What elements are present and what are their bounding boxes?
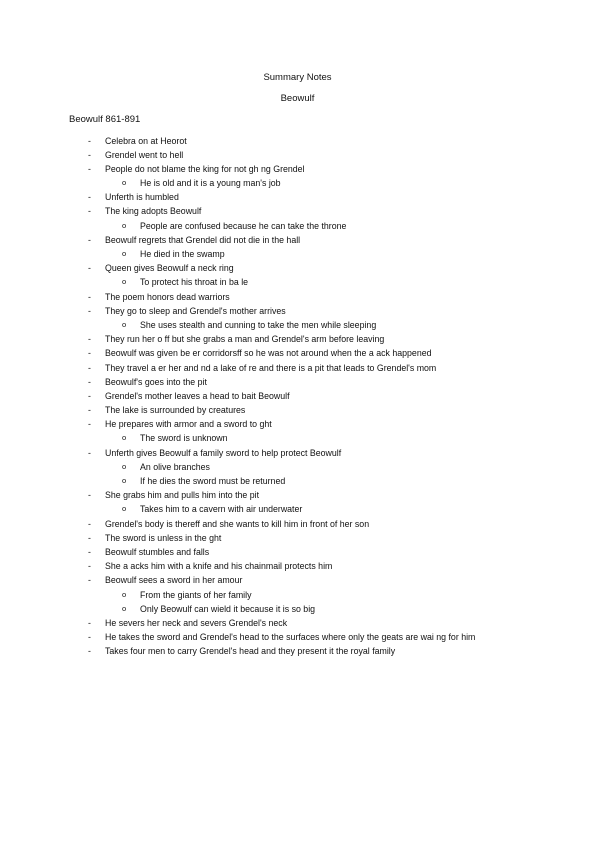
list-item — [0, 389, 595, 403]
list-item-text: People are confused because he can take the throne — [140, 220, 347, 231]
circle-bullet-icon: o — [122, 319, 127, 329]
list-item — [0, 403, 595, 417]
list-item-text: He is old and it is a young man's job — [140, 178, 281, 189]
list-item-text: Grendel's body is thereff and she wants to kill him in front of her son — [105, 518, 370, 529]
list-item-text: Beowulf's goes into the pit — [105, 376, 207, 387]
circle-bullet-icon: o — [122, 433, 127, 443]
circle-bullet-icon: o — [122, 178, 127, 188]
dash-bullet-icon: - — [88, 490, 91, 501]
dash-bullet-icon: - — [88, 532, 91, 543]
list-item-text: They travel a er her and nd a lake of re and there is a pit that leads to Grendel's mom — [105, 362, 437, 373]
sub-list-item — [0, 502, 595, 516]
circle-bullet-icon: o — [122, 249, 127, 258]
dash-bullet-icon: - — [88, 334, 91, 345]
dash-bullet-icon: - — [88, 447, 91, 458]
dash-bullet-icon: - — [88, 263, 91, 274]
list-item-text: They run her o ff but she grabs a man and Grendel's arm before leaving — [105, 334, 385, 345]
sub-list-item — [0, 247, 595, 261]
sub-list-item — [0, 176, 595, 190]
list-item — [0, 134, 595, 148]
dash-bullet-icon: - — [88, 149, 91, 160]
list-item — [0, 304, 595, 318]
list-item-text: She uses stealth and cunning to take the men while sleeping — [140, 319, 377, 330]
sub-list-item — [0, 588, 595, 602]
list-item — [0, 190, 595, 204]
list-item-text: Only Beowulf can wield it because it is so big — [140, 603, 316, 614]
list-item — [0, 148, 595, 162]
list-item — [0, 375, 595, 389]
list-item-text: They go to sleep and Grendel's mother arrives — [105, 305, 286, 316]
list-item — [0, 644, 595, 658]
list-item-text: Unferth gives Beowulf a family sword to help protect Beowulf — [105, 447, 342, 458]
list-item — [0, 616, 595, 630]
list-item — [0, 446, 595, 460]
list-item-text: The sword is unknown — [140, 433, 228, 444]
list-item — [0, 531, 595, 545]
dash-bullet-icon: - — [88, 192, 91, 203]
list-item — [0, 559, 595, 573]
list-item-text: An olive branches — [140, 461, 210, 472]
sub-list-item — [0, 318, 595, 332]
dash-bullet-icon: - — [88, 362, 91, 373]
list-item-text: He prepares with armor and a sword to ght — [105, 419, 272, 430]
dash-bullet-icon: - — [88, 518, 91, 529]
list-item — [0, 204, 595, 218]
sub-list-item — [0, 431, 595, 445]
dash-bullet-icon: - — [88, 405, 91, 416]
dash-bullet-icon: - — [88, 206, 91, 217]
list-item — [0, 417, 595, 431]
list-item-text: He died in the swamp — [140, 249, 225, 259]
circle-bullet-icon: o — [122, 603, 127, 613]
list-item-text: Unferth is humbled — [105, 192, 179, 203]
list-item-text: To protect his throat in ba le — [140, 277, 249, 288]
circle-bullet-icon: o — [122, 220, 127, 230]
list-item — [0, 630, 595, 644]
list-item — [0, 290, 595, 304]
list-item-text: She a acks him with a knife and his chainmail protects him — [105, 561, 333, 572]
list-item — [0, 261, 595, 275]
list-item-text: The lake is surrounded by creatures — [105, 405, 246, 416]
circle-bullet-icon: o — [122, 461, 127, 471]
list-item-text: Grendel went to hell — [105, 149, 184, 160]
list-item — [0, 361, 595, 375]
list-item-text: She grabs him and pulls him into the pit — [105, 490, 260, 501]
dash-bullet-icon: - — [88, 419, 91, 430]
dash-bullet-icon: - — [88, 291, 91, 302]
list-item-text: The poem honors dead warriors — [105, 291, 230, 302]
list-item-text: From the giants of her family — [140, 589, 252, 600]
list-item — [0, 545, 595, 559]
list-item-text: The sword is unless in the ght — [105, 532, 222, 543]
circle-bullet-icon: o — [122, 476, 127, 485]
notes-list — [0, 134, 595, 659]
list-item — [0, 332, 595, 346]
dash-bullet-icon: - — [88, 575, 91, 586]
list-item-text: The king adopts Beowulf — [105, 206, 202, 217]
dash-bullet-icon: - — [88, 646, 91, 657]
circle-bullet-icon: o — [122, 589, 127, 599]
list-item — [0, 162, 595, 176]
dash-bullet-icon: - — [88, 305, 91, 316]
dash-bullet-icon: - — [88, 617, 91, 628]
list-item-text: He takes the sword and Grendel's head to the surfaces where only the geats are wai ng for him — [105, 632, 476, 643]
list-item-text: Beowulf regrets that Grendel did not die in the hall — [105, 234, 301, 245]
dash-bullet-icon: - — [88, 234, 91, 245]
sub-list-item — [0, 474, 595, 488]
list-item — [0, 573, 595, 587]
dash-bullet-icon: - — [88, 376, 91, 387]
list-item-text: Beowulf sees a sword in her amour — [105, 575, 243, 586]
dash-bullet-icon: - — [88, 348, 91, 359]
list-item-text: Queen gives Beowulf a neck ring — [105, 263, 234, 274]
list-item-text: Grendel's mother leaves a head to bait Beowulf — [105, 390, 290, 401]
document-title: Summary Notes — [263, 72, 332, 83]
list-item — [0, 233, 595, 247]
sub-list-item — [0, 275, 595, 289]
section-heading: Beowulf 861-891 — [69, 114, 141, 125]
dash-bullet-icon: - — [88, 632, 91, 643]
list-item-text: Takes him to a cavern with air underwater — [140, 504, 303, 515]
sub-list-item — [0, 602, 595, 616]
list-item-text: Celebra on at Heorot — [105, 135, 187, 146]
sub-list-item — [0, 219, 595, 233]
list-item-text: He severs her neck and severs Grendel's neck — [105, 617, 288, 628]
dash-bullet-icon: - — [88, 546, 91, 557]
list-item-text: Takes four men to carry Grendel's head and they present it the royal family — [105, 646, 396, 657]
list-item-text: Beowulf was given be er corridorsff so he was not around when the a ack happened — [105, 348, 432, 359]
list-item — [0, 488, 595, 502]
circle-bullet-icon: o — [122, 504, 127, 514]
dash-bullet-icon: - — [88, 135, 91, 146]
list-item-text: People do not blame the king for not gh ng Grendel — [105, 163, 305, 174]
list-item — [0, 517, 595, 531]
list-item-text: Beowulf stumbles and falls — [105, 546, 210, 557]
sub-list-item — [0, 460, 595, 474]
dash-bullet-icon: - — [88, 163, 91, 174]
dash-bullet-icon: - — [88, 561, 91, 572]
list-item — [0, 346, 595, 360]
document-subtitle: Beowulf — [280, 93, 315, 104]
list-item-text: If he dies the sword must be returned — [140, 476, 286, 486]
circle-bullet-icon: o — [122, 277, 127, 287]
dash-bullet-icon: - — [88, 390, 91, 401]
